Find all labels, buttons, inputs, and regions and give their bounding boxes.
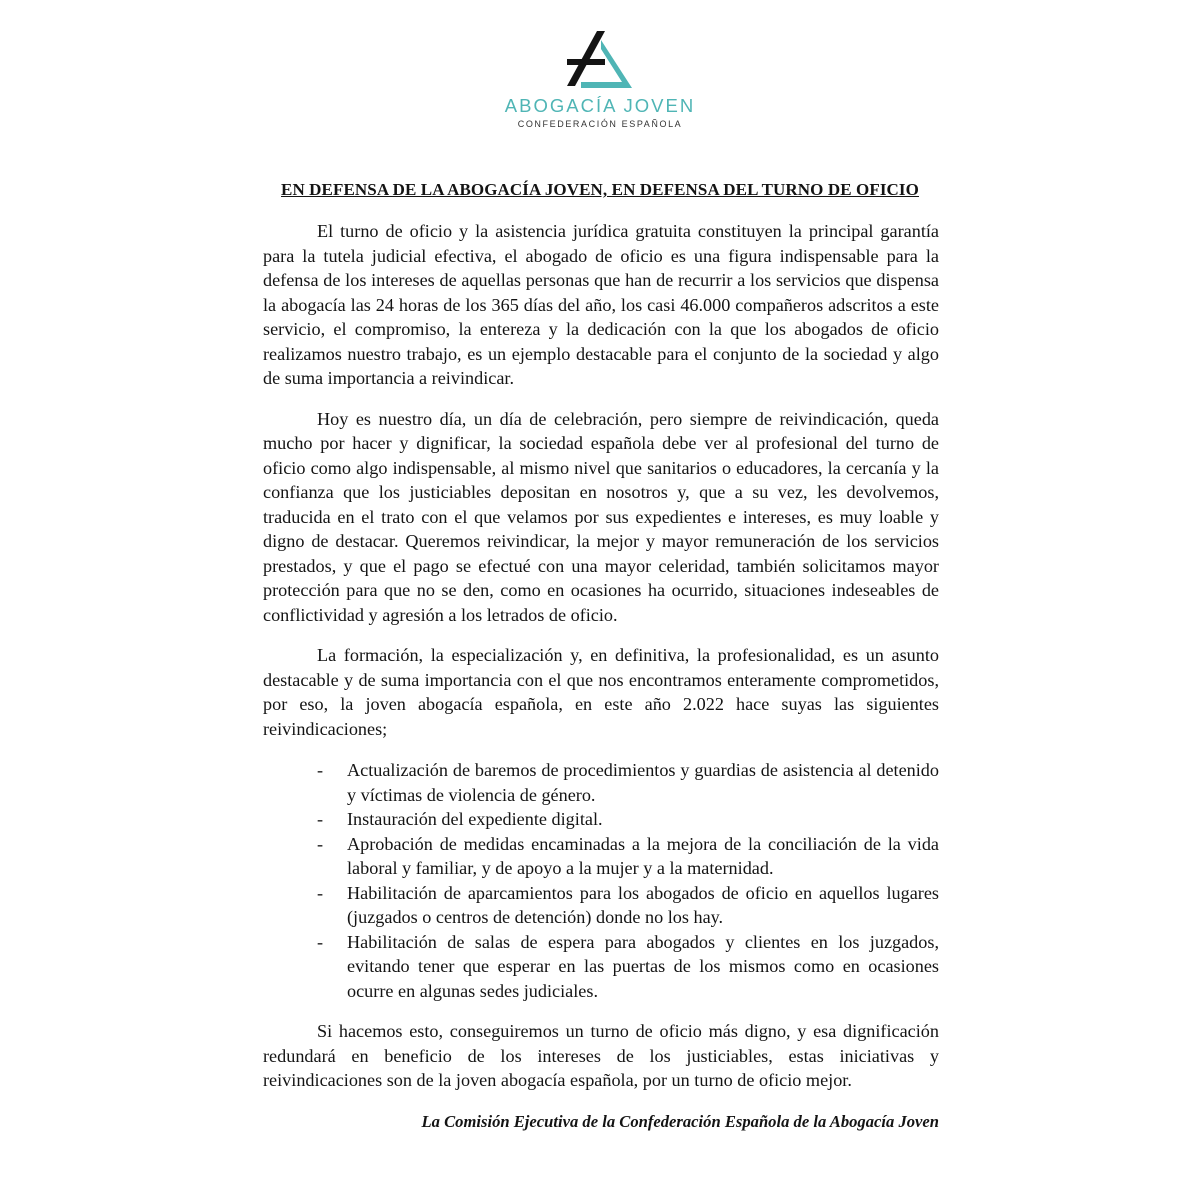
claims-list [263, 758, 939, 1003]
list-item [263, 881, 939, 930]
list-item-text: Instauración del expediente digital. [347, 809, 603, 829]
list-item [263, 832, 939, 881]
list-item-text: Actualización de baremos de procedimientos y guardias de asistencia al detenido y víctimas de violencia de género. [347, 760, 939, 805]
logo [0, 28, 1200, 130]
stylized-a-logo-icon [555, 28, 645, 92]
logo-name: ABOGACÍA JOVEN [504, 95, 696, 116]
signature: La Comisión Ejecutiva de la Confederación Española de la Abogacía Joven [421, 1111, 939, 1131]
bullet-dash: - [317, 809, 324, 829]
paragraph-intro: El turno de oficio y la asistencia jurídica gratuita constituyen la principal garantía para la tutela judicial efectiva, el abogado de oficio es una figura indispensable para la defensa de los intereses de aquellas personas que han de recurrir a los servicios que dispensa la abogacía las 24 horas de los 365 días del año, los casi 46.000 compañeros adscritos a este servicio, el compromiso, la entereza y la dedicación con la que los abogados de oficio realizamos nuestro trabajo, es un ejemplo destacable para el conjunto de la sociedad y algo de suma importancia a reivindicar. [263, 221, 939, 388]
list-item [263, 807, 939, 832]
paragraph-celebration: Hoy es nuestro día, un día de celebración, pero siempre de reivindicación, queda mucho por hacer y dignificar, la sociedad española debe ver al profesional del turno de oficio como algo indispensable, al mismo nivel que sanitarios o educadores, la cercanía y la confianza que los justiciables depositan en nosotros y, que a su vez, les devolvemos, traducida en el trato con el que velamos por sus expedientes e intereses, es muy loable y digno de destacar. Queremos reivindicar, la mejor y mayor remuneración de los servicios prestados, y que el pago se efectué con una mayor celeridad, también solicitamos mayor protección para que no se den, como en ocasiones ha ocurrido, situaciones indeseables de conflictividad y agresión a los letrados de oficio. [263, 408, 939, 625]
bullet-dash: - [317, 760, 324, 780]
document-body [263, 219, 939, 1132]
paragraph-training: La formación, la especialización y, en definitiva, la profesionalidad, es un asunto destacable y de suma importancia con el que nos encontramos enteramente comprometidos, por eso, la joven abogacía española, en este año 2.022 hace suyas las siguientes reivindicaciones; [263, 645, 939, 739]
logo-subtitle: CONFEDERACIÓN ESPAÑOLA [517, 119, 683, 129]
list-item-text: Aprobación de medidas encaminadas a la mejora de la conciliación de la vida laboral y familiar, y de apoyo a la mujer y a la maternidad. [347, 833, 939, 878]
list-item-text: Habilitación de salas de espera para abogados y clientes en los juzgados, evitando tener que esperar en las puertas de los mismos como en ocasiones ocurre en algunas sedes judiciales. [347, 931, 939, 1001]
bullet-dash: - [317, 931, 324, 952]
list-item-text: Habilitación de aparcamientos para los abogados de oficio en aquellos lugares (juzgados o centros de detención) donde no los hay. [347, 882, 939, 927]
list-item [263, 758, 939, 807]
document-title: EN DEFENSA DE LA ABOGACÍA JOVEN, EN DEFENSA DEL TURNO DE OFICIO [281, 180, 919, 199]
list-item [263, 930, 939, 1004]
paragraph-closing: Si hacemos esto, conseguiremos un turno de oficio más digno, y esa dignificación redundará en beneficio de los intereses de los justiciables, estas iniciativas y reivindicaciones son de la joven abogacía española, por un turno de oficio mejor. [263, 1021, 939, 1090]
bullet-dash: - [317, 882, 324, 903]
bullet-dash: - [317, 833, 324, 854]
